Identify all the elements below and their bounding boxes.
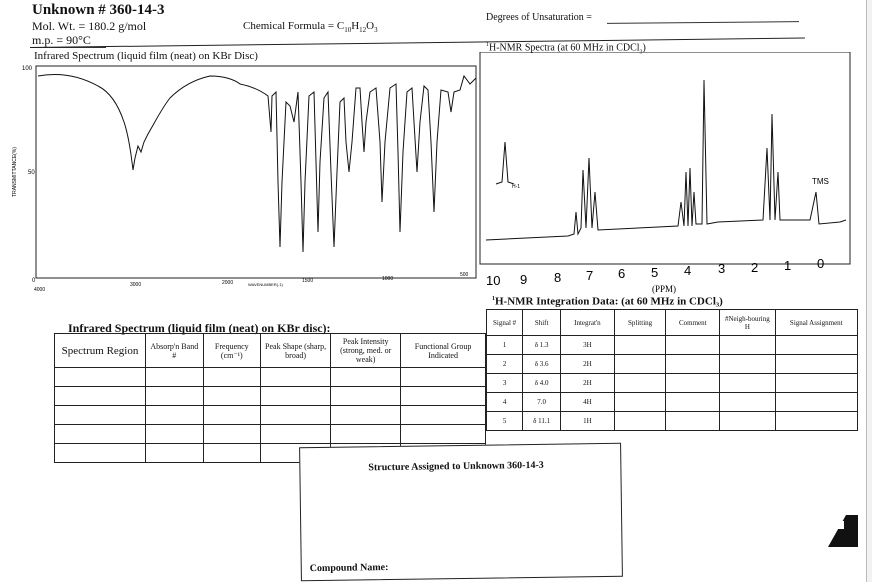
ir-header-region: Spectrum Region [55, 334, 146, 368]
ir-x-tick-500: 500 [460, 272, 469, 278]
nmr-x-tick-10: 10 [486, 273, 501, 288]
ir-x-tick-2000: 2000 [222, 280, 234, 286]
nmr-x-tick-2: 2 [751, 260, 759, 275]
nmr-integration-cell: 1H [561, 412, 615, 431]
ir-x-tick-1000: 1000 [382, 276, 394, 282]
nmr-spectrum-chart [478, 52, 858, 300]
table-row [55, 368, 486, 387]
nmr-tms-label: TMS [812, 177, 829, 186]
nmr-header-splitting: Splitting [614, 310, 666, 336]
page-edge [866, 0, 872, 582]
nmr-header-neighbouring: #Neigh-bouring H [720, 310, 775, 336]
table-row [487, 374, 858, 393]
nmr-header-comment: Comment [666, 310, 720, 336]
nmr-table [486, 309, 858, 431]
unsaturation-answer-line[interactable] [607, 21, 799, 24]
ir-header-intensity: Peak Intensity (strong, med. or weak) [331, 334, 401, 368]
melting-point: m.p. = 90°C [32, 33, 91, 47]
nmr-x-tick-7: 7 [586, 268, 594, 283]
ir-spectrum-title: Infrared Spectrum (liquid film (neat) on KBr Disc) [34, 50, 258, 62]
nmr-signal-cell: 5 [487, 412, 523, 431]
ir-trace [38, 74, 476, 252]
nmr-x-tick-8: 8 [554, 270, 562, 285]
ir-y-tick-0: 0 [32, 278, 36, 284]
nmr-signal-cell: 1 [487, 336, 523, 355]
nmr-shift-cell: δ 1.3 [523, 336, 561, 355]
ir-table-title: Infrared Spectrum (liquid film (neat) on KBr disc): [68, 321, 331, 335]
table-row [487, 355, 858, 374]
nmr-header-shift: Shift [523, 310, 561, 336]
nmr-x-tick-1: 1 [784, 258, 792, 273]
header-rule [30, 38, 805, 48]
nmr-header-signal: Signal # [487, 310, 523, 336]
ir-table [54, 333, 486, 463]
table-row [55, 387, 486, 406]
nmr-x-label: (PPM) [652, 284, 677, 294]
ir-spectrum-svg [10, 62, 480, 292]
nmr-shift-cell: δ 4.0 [523, 374, 561, 393]
nmr-x-tick-3: 3 [718, 261, 726, 276]
table-row [487, 336, 858, 355]
structure-box-title: Structure Assigned to Unknown 360-14-3 [368, 459, 544, 474]
nmr-x-tick-9: 9 [520, 272, 528, 287]
ir-header-frequency: Frequency (cm⁻¹) [203, 334, 261, 368]
nmr-shift-cell: δ 3.6 [523, 355, 561, 374]
nmr-integration-cell: 2H [561, 374, 615, 393]
ir-header-shape: Peak Shape (sharp, broad) [261, 334, 331, 368]
ir-header-functional-group: Functional Group Indicated [401, 334, 486, 368]
table-row [55, 406, 486, 425]
ir-y-label: TRANSMITTANCE(%) [12, 147, 18, 197]
ir-y-tick-100: 100 [22, 66, 33, 72]
ir-header-band: Absorp'n Band # [146, 334, 204, 368]
nmr-integration-cell: 2H [561, 355, 615, 374]
page-title: Unknown # 360-14-3 [32, 2, 165, 18]
nmr-table-title: $^1$H-NMR Integration Data: (at 60 MHz in CDCl₃) [492, 295, 723, 308]
ir-y-tick-50: 50 [28, 170, 35, 176]
publisher-logo-icon [826, 513, 860, 549]
ir-x-tick-4000: 4000 [34, 287, 46, 292]
nmr-x-tick-5: 5 [651, 265, 659, 280]
table-row [487, 393, 858, 412]
nmr-spectrum-svg [478, 52, 858, 300]
nmr-integration-cell: 4H [561, 393, 615, 412]
table-row [55, 425, 486, 444]
ir-x-label: WAVENUMBER(-1) [248, 282, 283, 287]
compound-name-label: Compound Name: [309, 562, 389, 575]
nmr-signal-cell: 2 [487, 355, 523, 374]
nmr-x-tick-6: 6 [618, 266, 626, 281]
ir-x-tick-3000: 3000 [130, 282, 142, 288]
structure-box[interactable] [299, 443, 623, 581]
nmr-spectrum-title: $^1$H-NMR Spectra (at 60 MHz in CDCl$_3$) [486, 42, 646, 56]
molecular-weight: Mol. Wt. = 180.2 g/mol [32, 19, 147, 33]
nmr-signal-cell: 3 [487, 374, 523, 393]
table-row [487, 412, 858, 431]
nmr-inset-peak [496, 142, 514, 184]
nmr-trace [486, 80, 846, 240]
unsaturation-label: Degrees of Unsaturation = [486, 12, 592, 23]
chemical-formula: Chemical Formula = $C_{10}H_{12}O_3$ [243, 20, 378, 35]
nmr-inset-label: H-1 [512, 184, 521, 190]
nmr-header-integration: Integrat'n [561, 310, 615, 336]
nmr-header-assignment: Signal Assignment [775, 310, 857, 336]
nmr-signal-cell: 4 [487, 393, 523, 412]
nmr-integration-cell: 3H [561, 336, 615, 355]
nmr-x-tick-0: 0 [817, 256, 825, 271]
nmr-shift-cell: 7.0 [523, 393, 561, 412]
ir-x-tick-1500: 1500 [302, 278, 314, 284]
nmr-x-tick-4: 4 [684, 263, 692, 278]
nmr-shift-cell: δ 11.1 [523, 412, 561, 431]
ir-spectrum-chart [10, 62, 480, 292]
